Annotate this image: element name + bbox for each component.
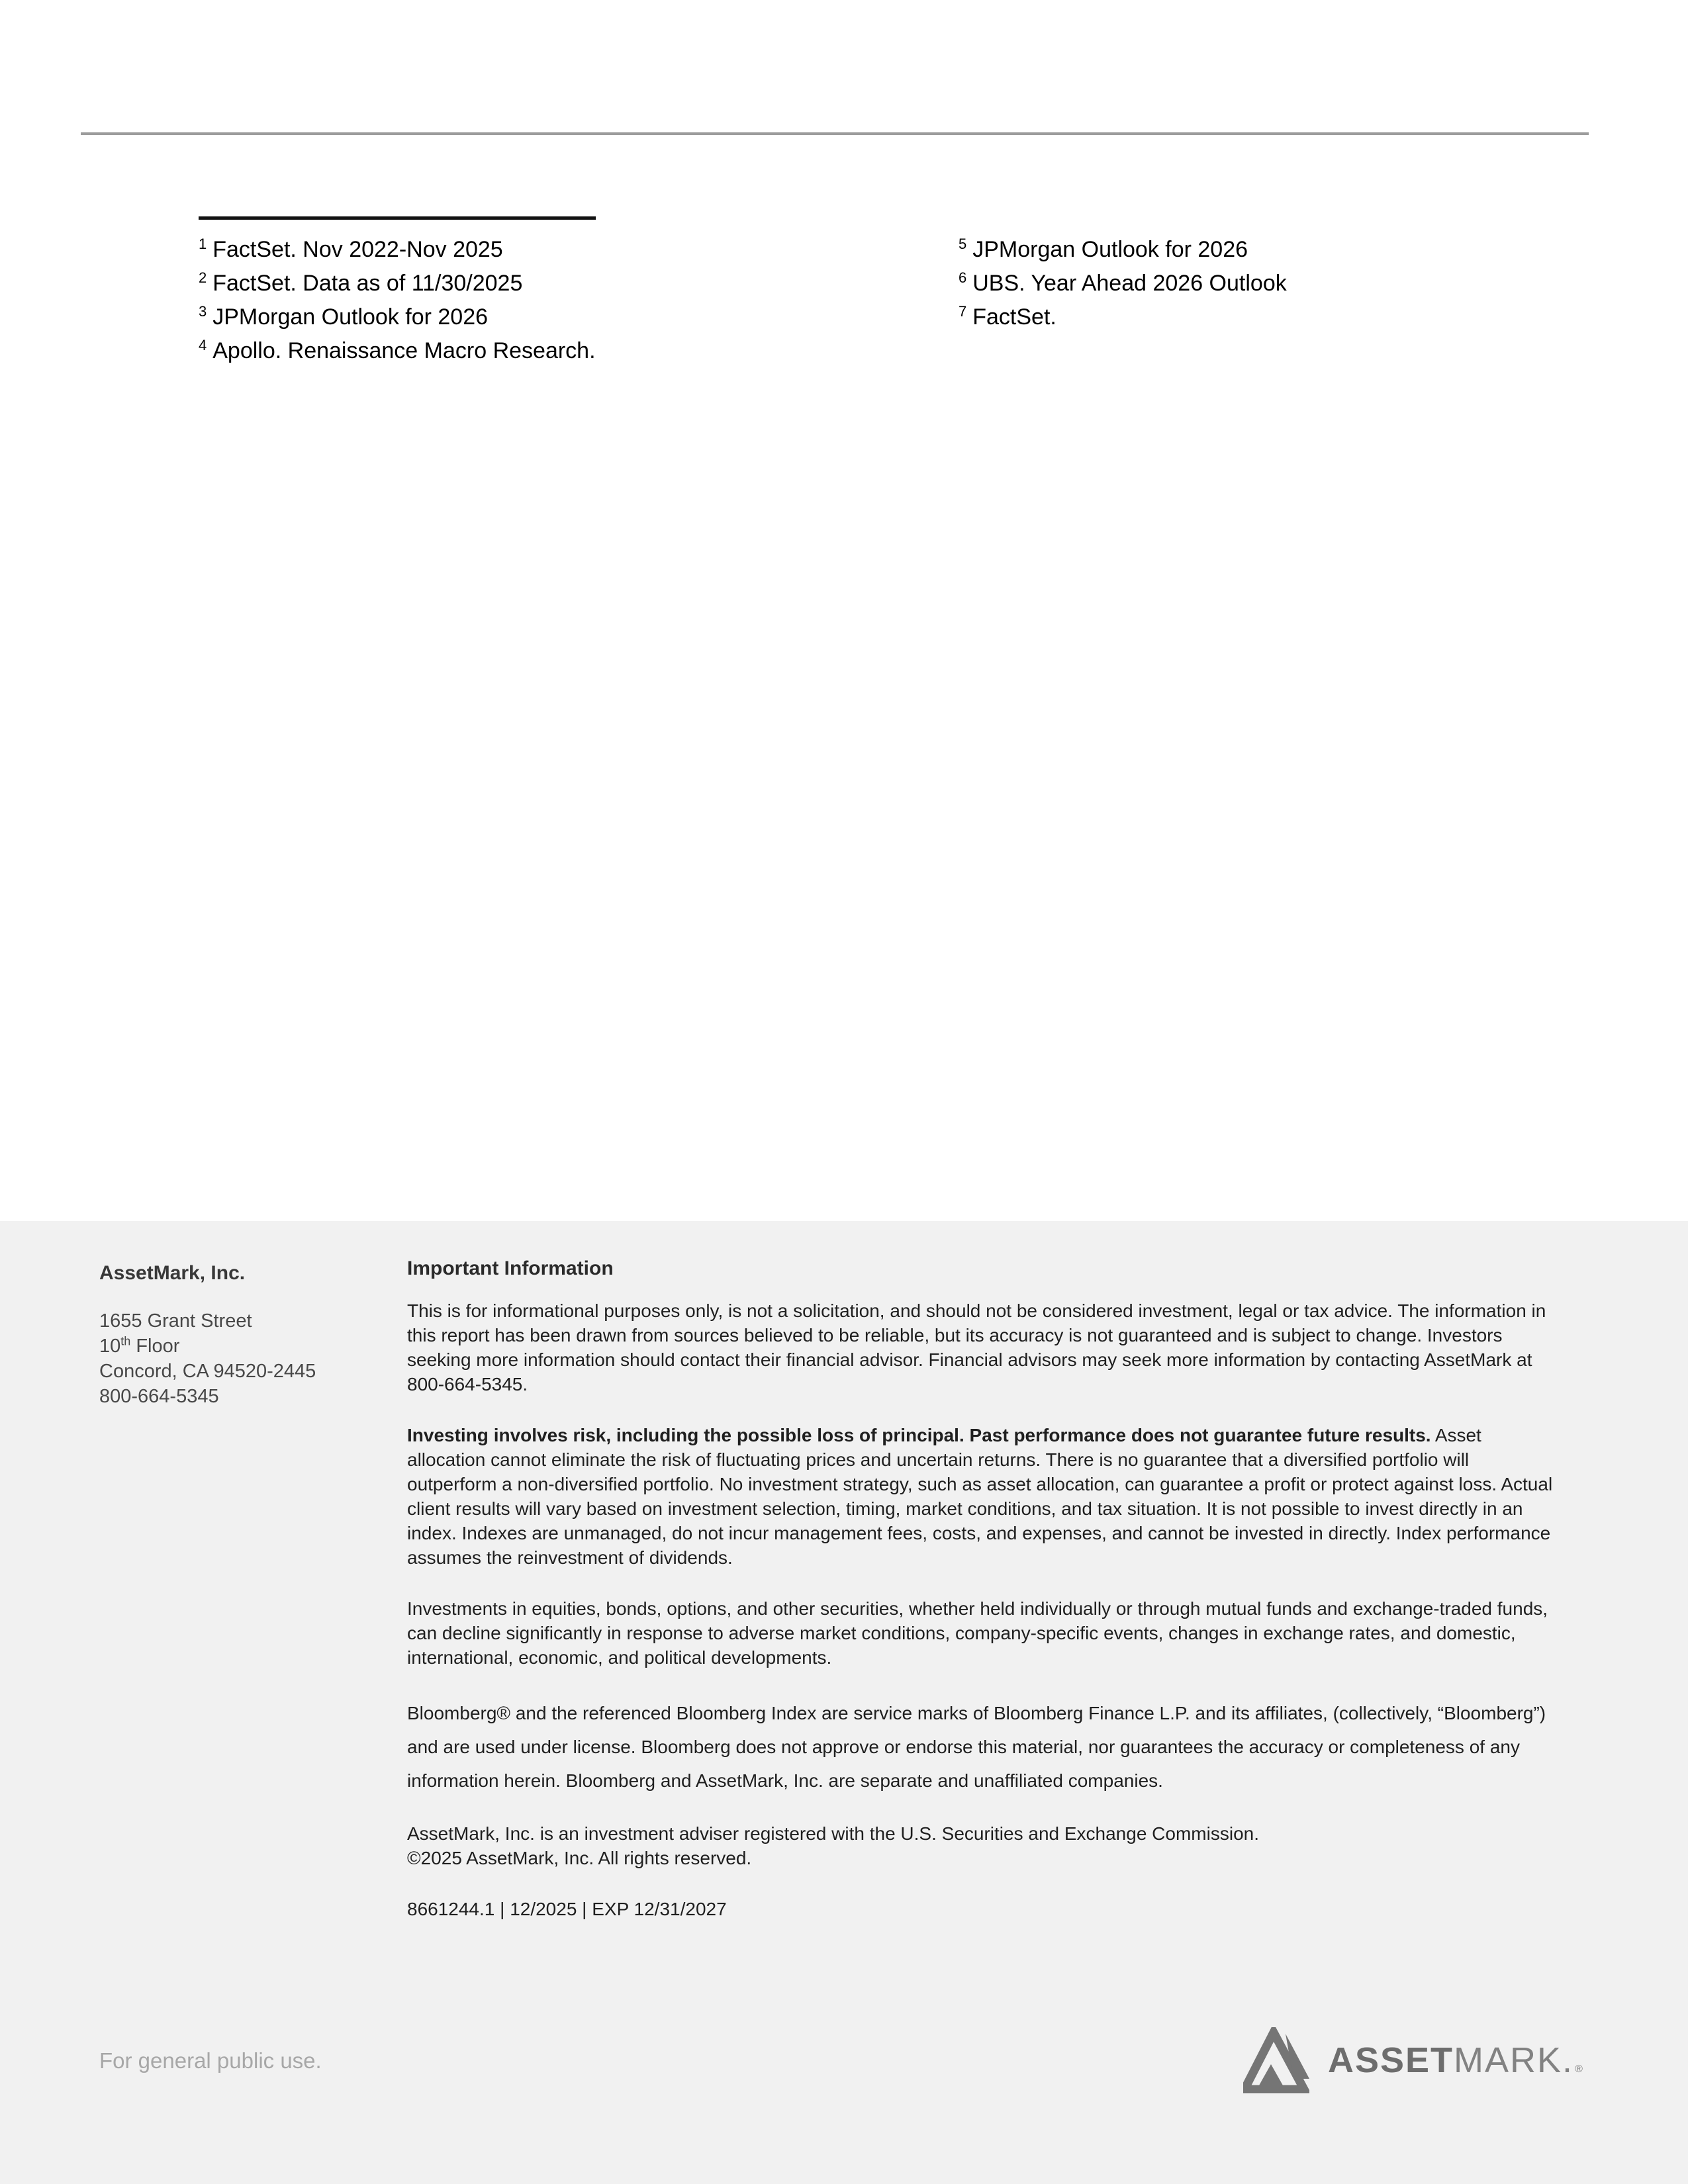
footnote-text: UBS. Year Ahead 2026 Outlook bbox=[972, 271, 1287, 296]
floor-label: Floor bbox=[130, 1336, 180, 1357]
footnotes-left-column bbox=[199, 233, 596, 368]
footnote-item bbox=[199, 267, 596, 300]
assetmark-wordmark bbox=[1328, 2040, 1583, 2081]
disclosure-paragraph-2 bbox=[407, 1423, 1559, 1570]
assetmark-logo bbox=[1243, 2027, 1583, 2093]
disclosure-paragraph-2-rest: Asset allocation cannot eliminate the risk of fluctuating prices and uncertain returns. There is no guarantee that a diversified portfolio will outperform a non-diversified portfolio. No investment strategy, such as asset allocation, can guarantee a profit or protect against loss. Actual client results will vary based on investment selection, timing, market conditions, and tax situation. It is not possible to invest directly in an index. Indexes are unmanaged, do not incur management fees, costs, and expenses, and cannot be invested in directly. Index performance assumes the reinvestment of dividends. bbox=[407, 1425, 1553, 1568]
copyright-line: ©2025 AssetMark, Inc. All rights reserved. bbox=[407, 1848, 752, 1868]
footnote-text: FactSet. bbox=[972, 304, 1056, 330]
address-line-floor bbox=[99, 1334, 384, 1359]
document-id-line: 8661244.1 | 12/2025 | EXP 12/31/2027 bbox=[407, 1899, 727, 1919]
footnote-number: 4 bbox=[199, 336, 207, 353]
footnote-item bbox=[959, 233, 1287, 267]
assetmark-triangle-icon bbox=[1243, 2027, 1309, 2093]
disclosure-paragraph-3: Investments in equities, bonds, options, and other securities, whether held individually or through mutual funds and exchange-traded funds, can decline significantly in response to adverse market conditions, company-specific events, changes in exchange rates, and domestic, international, economic, and political developments. bbox=[407, 1598, 1548, 1668]
footnote-text: FactSet. Data as of 11/30/2025 bbox=[212, 271, 523, 296]
wordmark-asset: ASSET bbox=[1328, 2040, 1454, 2080]
footnote-item bbox=[959, 300, 1287, 334]
disclosure-paragraph-1: This is for informational purposes only, is not a solicitation, and should not be considered investment, legal or tax advice. The information in this report has been drawn from sources believed to be reliable, but its accuracy is not guaranteed and is subject to change. Investors seeking more information should contact their financial advisor. Financial advisors may seek more information by contacting AssetMark at 800-664-5345. bbox=[407, 1300, 1546, 1394]
wordmark-mark: MARK. bbox=[1454, 2040, 1574, 2080]
address-line-street: 1655 Grant Street bbox=[99, 1310, 252, 1332]
footnote-item bbox=[199, 300, 596, 334]
address-line-city: Concord, CA 94520-2445 bbox=[99, 1361, 316, 1382]
footnote-number: 7 bbox=[959, 302, 967, 320]
footnote-text: JPMorgan Outlook for 2026 bbox=[212, 304, 489, 330]
footnote-text: JPMorgan Outlook for 2026 bbox=[972, 237, 1248, 262]
footnote-item bbox=[959, 267, 1287, 300]
registered-trademark-icon: ® bbox=[1575, 2064, 1583, 2075]
footnote-text: Apollo. Renaissance Macro Research. bbox=[212, 338, 596, 363]
company-address-block bbox=[99, 1262, 384, 1409]
footnote-number: 5 bbox=[959, 235, 967, 252]
usage-note: For general public use. bbox=[99, 2048, 322, 2073]
company-name: AssetMark, Inc. bbox=[99, 1262, 246, 1284]
footnote-number: 1 bbox=[199, 235, 207, 252]
footnote-item bbox=[199, 233, 596, 267]
important-information-section bbox=[407, 1257, 1559, 1921]
important-information-heading: Important Information bbox=[407, 1257, 614, 1279]
footnote-item bbox=[199, 334, 596, 368]
adviser-registration-line: AssetMark, Inc. is an investment adviser registered with the U.S. Securities and Exchange Commission. bbox=[407, 1823, 1259, 1844]
floor-number: 10 bbox=[99, 1336, 121, 1357]
footnote-text: FactSet. Nov 2022-Nov 2025 bbox=[212, 237, 503, 262]
disclosure-paragraph-registration bbox=[407, 1821, 1559, 1870]
footer-disclosure-panel bbox=[0, 1221, 1688, 2184]
footnote-number: 6 bbox=[959, 269, 967, 286]
company-phone: 800-664-5345 bbox=[99, 1386, 219, 1407]
footnote-separator-line bbox=[199, 216, 596, 220]
footnote-number: 3 bbox=[199, 302, 207, 320]
company-address bbox=[99, 1308, 384, 1409]
floor-ordinal: th bbox=[120, 1334, 131, 1348]
disclosure-paragraph-bloomberg: Bloomberg® and the referenced Bloomberg Index are service marks of Bloomberg Finance L.P. and its affiliates, (collectively, “Bloomberg”) and are used under license. Bloomberg does not approve or endorse this material, nor guarantees the accuracy or completeness of any information herein. Bloomberg and AssetMark, Inc. are separate and unaffiliated companies. bbox=[407, 1703, 1546, 1791]
disclosure-paragraph-2-bold: Investing involves risk, including the possible loss of principal. Past performance does not guarantee future results. bbox=[407, 1425, 1431, 1445]
footnote-number: 2 bbox=[199, 269, 207, 286]
footnotes-right-column bbox=[959, 233, 1287, 334]
page-top-divider bbox=[81, 132, 1589, 135]
